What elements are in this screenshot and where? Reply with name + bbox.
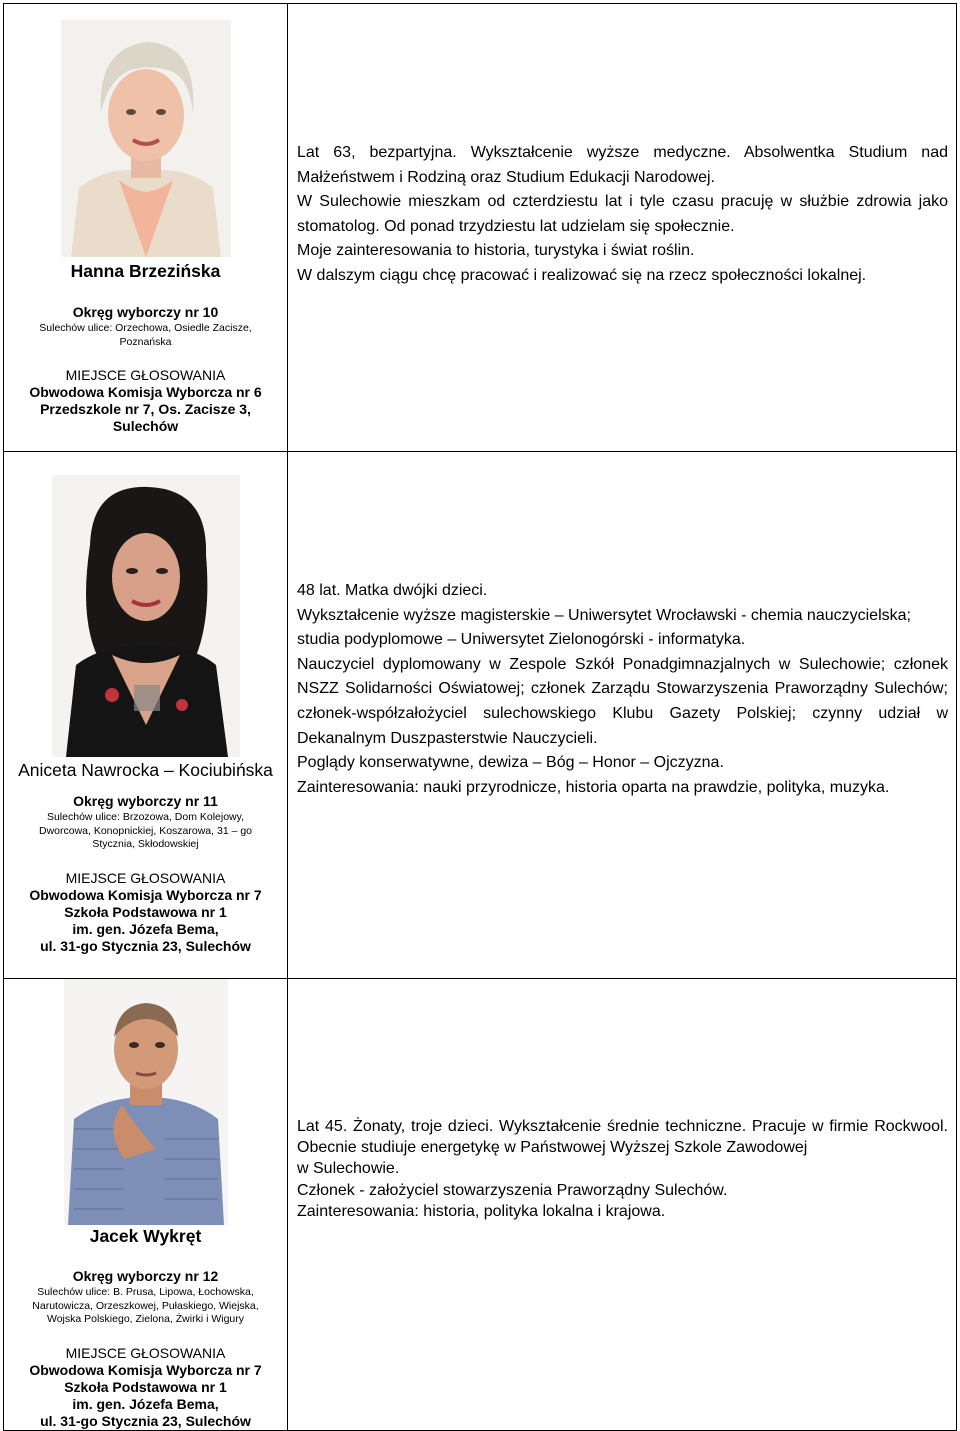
bio-paragraph: Zainteresowania: historia, polityka lokalna i krajowa. (297, 1202, 666, 1220)
voting-place-line: Sulechów (112, 418, 179, 434)
candidate-row (4, 4, 957, 452)
bio-paragraph: W dalszym ciągu chcę pracować i realizować się na rzecz społeczności lokalnej. (297, 266, 867, 284)
voting-place-line: Obwodowa Komisja Wyborcza nr 7 (29, 886, 262, 903)
portrait-woman-dark-hair (52, 475, 240, 757)
portrait-man-shirt (64, 979, 228, 1225)
bio-paragraph: Poglądy konserwatywne, dewiza – Bóg – Honor – Ojczyzna. (297, 754, 724, 772)
district-streets: Sulechów ulice: Brzozowa, Dom Kolejowy, Dworcowa, Konopnickiej, Koszarowa, 31 – go Stycznia, Skłodowskiej (38, 811, 253, 851)
voting-place-heading: MIEJSCE GŁOSOWANIA (65, 1344, 226, 1361)
district-streets: Sulechów ulice: B. Prusa, Lipowa, Łochowska, Narutowicza, Orzeszkowej, Pułaskiego, Wiejska, Wojska Polskiego, Zielona, Żwirki i Wigury (32, 1286, 259, 1325)
bio-paragraph: Moje zainteresowania to historia, turystyka i świat roślin. (297, 242, 695, 260)
portrait-woman-blonde (61, 20, 231, 257)
electoral-district: Okręg wyborczy nr 10 (72, 304, 219, 320)
candidates-table (3, 3, 957, 1431)
bio-paragraph: 48 lat. Matka dwójki dzieci. (297, 582, 488, 599)
bio-paragraph: Lat 45. Żonaty, troje dzieci. Wykształcenie średnie techniczne. Pracuje w firmie Rockwool. Obecnie studiuje energetykę w Państwowej Wyższej Szkole Zawodowej (297, 1118, 948, 1157)
voting-place-line: Obwodowa Komisja Wyborcza nr 6 (29, 384, 262, 400)
candidate-bio (288, 979, 956, 1222)
voting-place-heading: MIEJSCE GŁOSOWANIA (65, 869, 226, 886)
candidate-bio-cell (288, 452, 957, 979)
electoral-district: Okręg wyborczy nr 11 (73, 793, 218, 810)
bio-paragraph: w Sulechowie. (297, 1160, 400, 1178)
bio-paragraph: Wykształcenie wyższe magisterskie – Uniwersytet Wrocławski - chemia nauczycielska; (297, 606, 911, 624)
voting-place (4, 870, 287, 955)
bio-paragraph: Zainteresowania: nauki przyrodnicze, historia oparta na prawdzie, polityka, muzyka. (297, 778, 890, 796)
voting-place-heading: MIEJSCE GŁOSOWANIA (65, 367, 226, 383)
candidate-bio-cell (288, 979, 957, 1431)
voting-place-line: im. gen. Józefa Bema, (72, 1395, 219, 1412)
voting-place (4, 367, 287, 435)
candidate-info-cell (4, 4, 288, 452)
district-streets: Sulechów ulice: Orzechowa, Osiedle Zacisze, Poznańska (39, 322, 252, 348)
bio-paragraph: Lat 63, bezpartyjna. Wykształcenie wyższe medyczne. Absolwentka Studium nad Małżeństwem i Rodziną oraz Studium Edukacji Narodowej. (297, 144, 948, 186)
voting-place-line: Obwodowa Komisja Wyborcza nr 7 (29, 1361, 262, 1378)
candidate-bio-cell (288, 4, 957, 452)
candidate-name: Aniceta Nawrocka – Kociubińska (18, 760, 273, 781)
voting-place-line: Przedszkole nr 7, Os. Zacisze 3, (40, 401, 251, 417)
candidate-row (4, 979, 957, 1431)
candidate-row (4, 452, 957, 979)
candidate-info-cell (4, 979, 288, 1431)
voting-place-line: Szkoła Podstawowa nr 1 (64, 903, 227, 920)
candidate-name: Hanna Brzezińska (70, 261, 221, 281)
voting-place-line: ul. 31-go Stycznia 23, Sulechów (40, 937, 251, 954)
candidate-bio (288, 4, 956, 289)
bio-paragraph: Członek - założyciel stowarzyszenia Praworządny Sulechów. (297, 1181, 728, 1199)
candidate-photo (64, 979, 228, 1225)
candidates-sheet (3, 3, 957, 1431)
candidate-photo (61, 20, 231, 257)
voting-place (4, 1345, 287, 1430)
bio-paragraph: W Sulechowie mieszkam od czterdziestu lat i tyle czasu pracuję w służbie zdrowia jako stomatolog. Od ponad trzydziestu lat udzielam się społecznie. (297, 193, 948, 235)
voting-place-line: Szkoła Podstawowa nr 1 (64, 1378, 227, 1395)
candidate-photo (52, 475, 240, 757)
candidate-name: Jacek Wykręt (89, 1226, 202, 1246)
candidate-info-cell (4, 452, 288, 979)
bio-paragraph: Nauczyciel dyplomowany w Zespole Szkół Ponadgimnazjalnych w Sulechowie; członek NSZZ Solidarności Oświatowej; członek Zarządu Stowarzyszenia Praworządny Sulechów; członek-współzałożyciel sulechowskiego Klubu Gazety Polskiej; czynny udział w Dekanalnym Duszpasterstwie Nauczycieli. (297, 655, 948, 747)
electoral-district: Okręg wyborczy nr 12 (72, 1268, 219, 1284)
bio-paragraph: studia podyplomowe – Uniwersytet Zielonogórski - informatyka. (297, 631, 746, 649)
voting-place-line: ul. 31-go Stycznia 23, Sulechów (40, 1412, 251, 1429)
candidate-bio (288, 452, 956, 800)
voting-place-line: im. gen. Józefa Bema, (72, 920, 219, 937)
